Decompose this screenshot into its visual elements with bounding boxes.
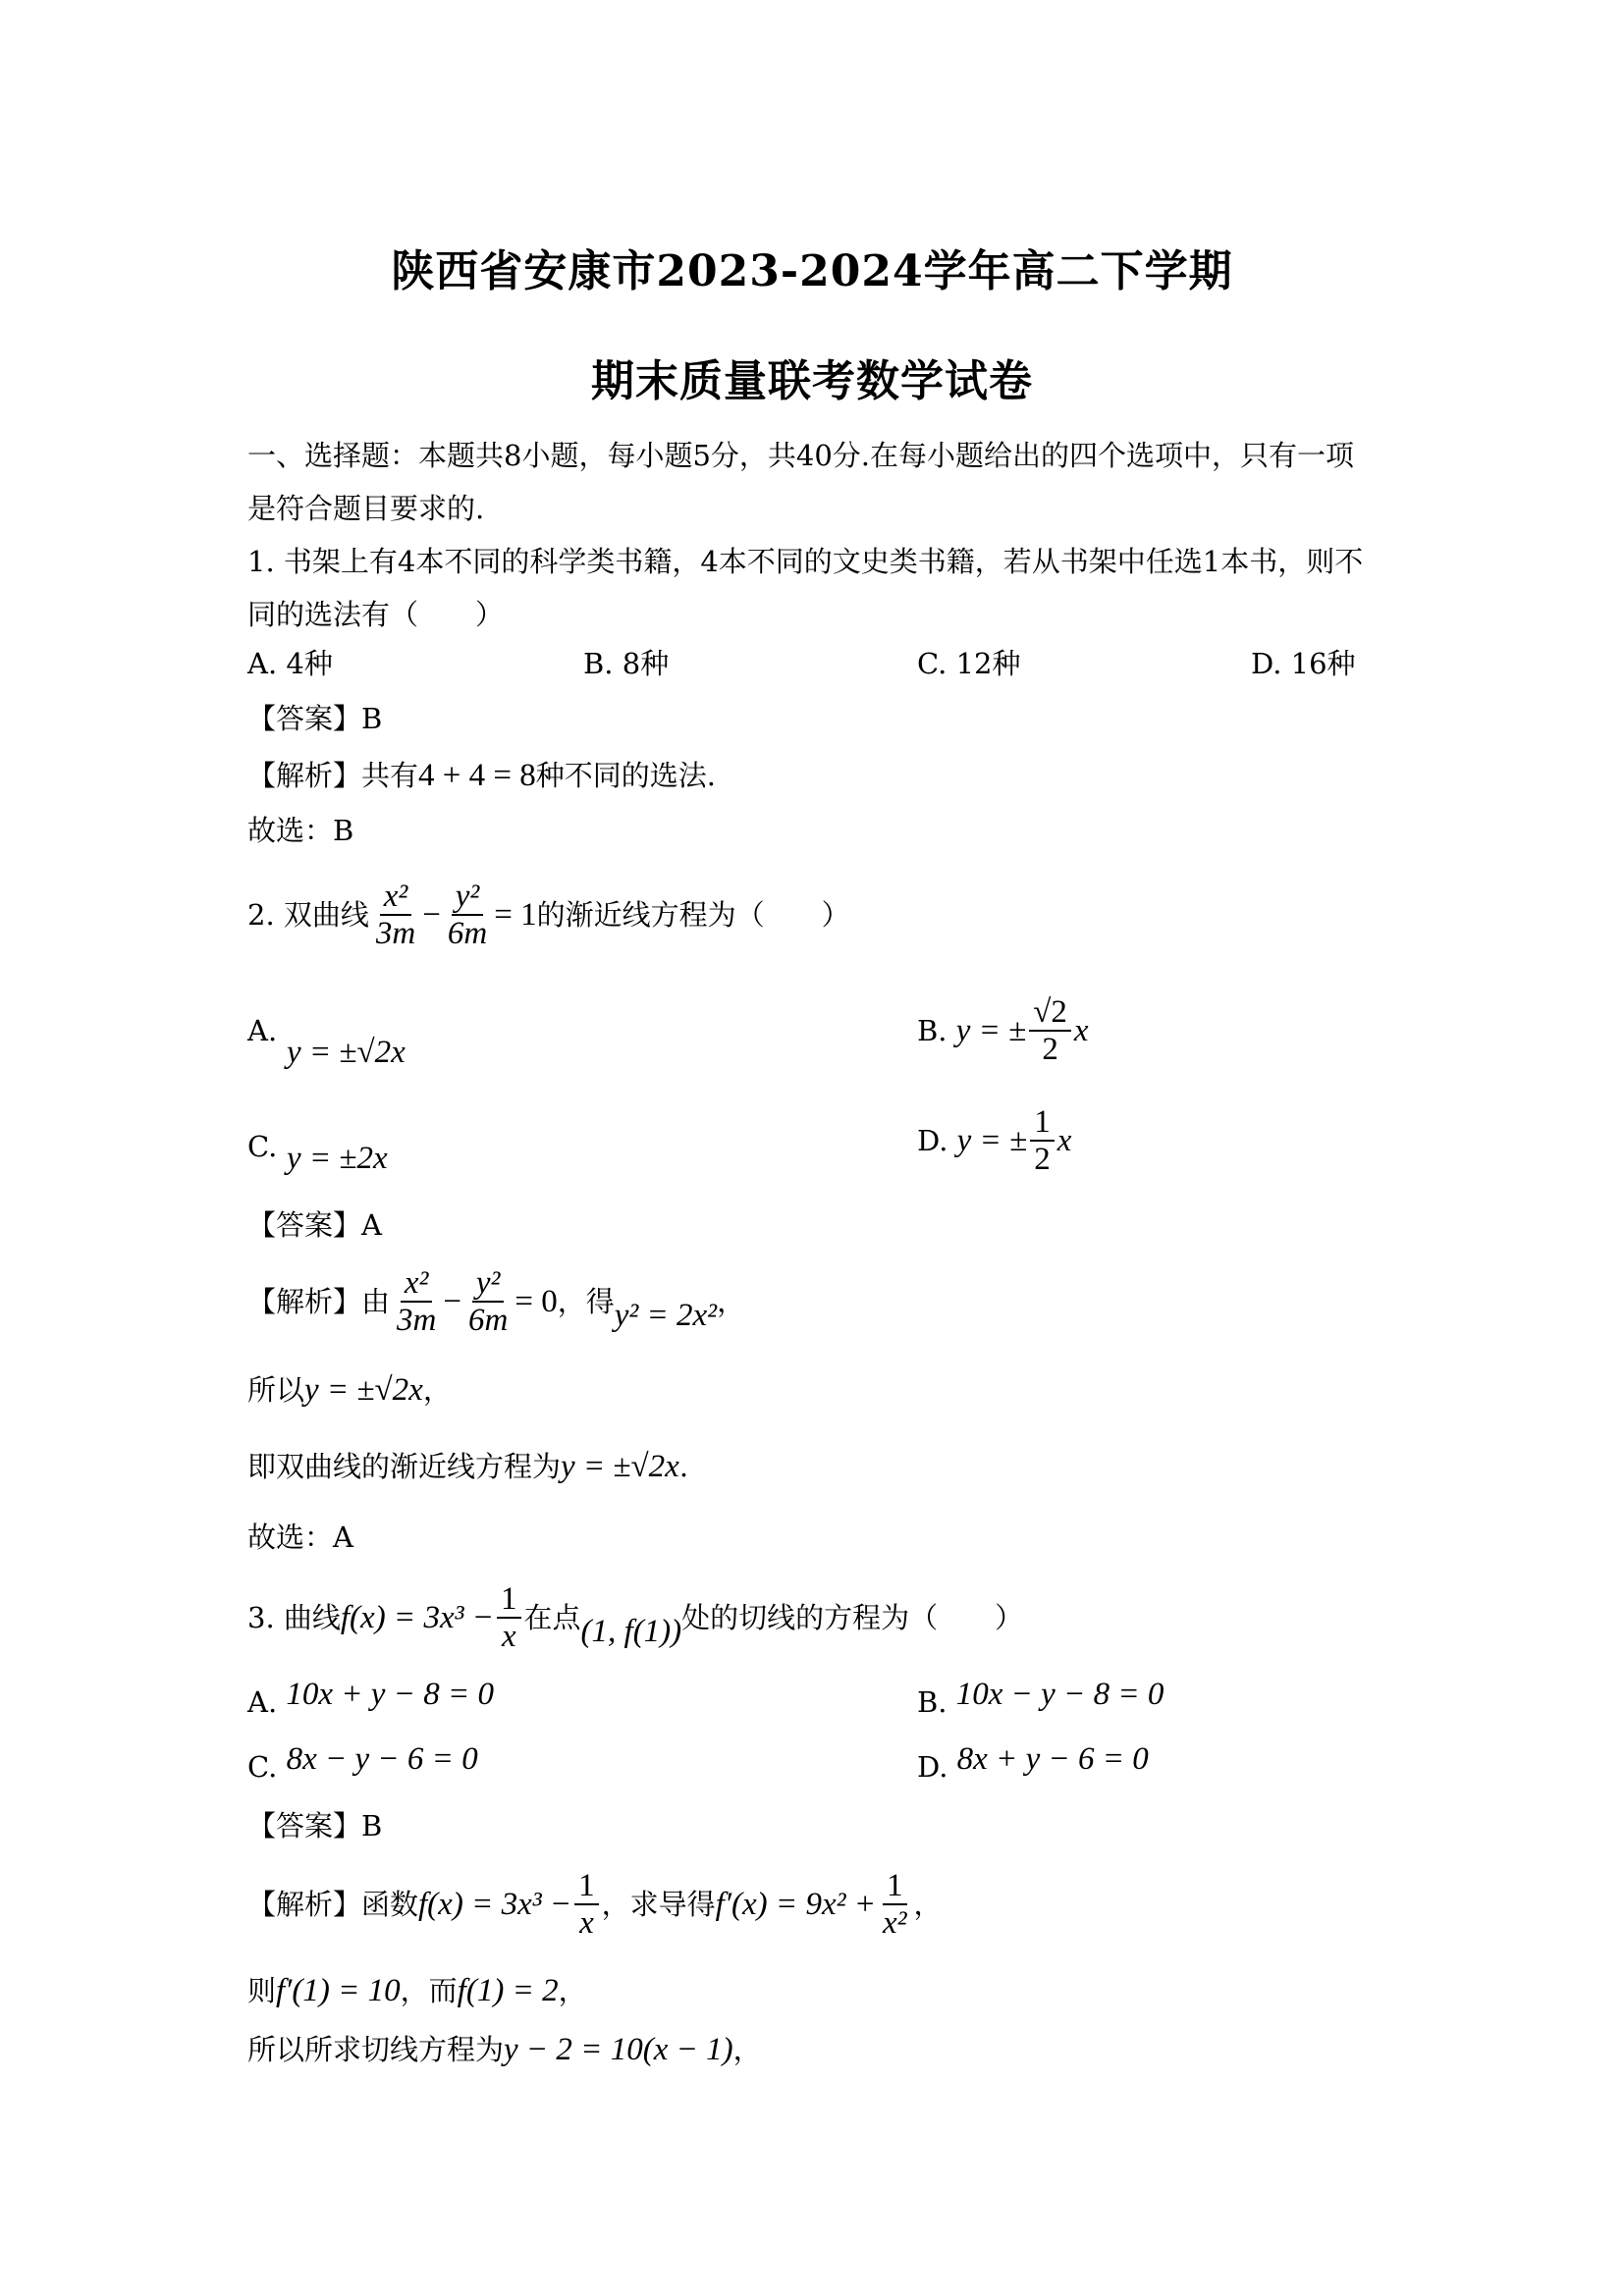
q1-option-c: C. 12种 (917, 647, 1021, 680)
q3-option-b-math: 10x − y − 8 = 0 (955, 1677, 1164, 1712)
q2-line2-prefix: 所以 (247, 1373, 305, 1407)
q3-line2-end: ， (558, 1974, 587, 2007)
q2-line3-prefix: 即双曲线的渐近线方程为 (247, 1450, 562, 1483)
q3-analysis (247, 1865, 943, 1944)
q2-option-a-label: A. (247, 1014, 278, 1047)
q3-analysis-fraction (574, 1868, 599, 1941)
q3-analysis-derivative-fraction (879, 1868, 911, 1941)
q1-stem-continued: 同的选法有（ ） (247, 598, 505, 631)
q3-analysis-fraction-denominator: x (579, 1905, 594, 1941)
q3-analysis-mid: ，求导得 (601, 1888, 716, 1921)
q2-option-a-math: y = ±√2x (287, 1035, 406, 1070)
q2-option-b-post: x (1073, 1013, 1089, 1048)
q2-option-c-label: C. (247, 1130, 278, 1163)
q3-analysis-derivative-denominator: x² (883, 1905, 907, 1941)
q3-option-d (917, 1741, 1149, 1787)
q3-line2-prefix: 则 (247, 1974, 277, 2007)
q3-analysis-end: ， (913, 1888, 943, 1921)
section-intro-continued: 是符合题目要求的. (247, 492, 485, 525)
q3-line3-prefix: 所以所求切线方程为 (247, 2033, 505, 2066)
q2-fraction-y-denominator: 6m (447, 916, 488, 951)
q2-analysis-line-3 (247, 1447, 688, 1486)
q2-answer: 【答案】A (247, 1208, 382, 1242)
q2-fraction-y (444, 879, 491, 951)
q1-conclusion: 故选：B (247, 814, 354, 847)
q3-analysis-derivative: f′(x) = 9x² + (715, 1887, 876, 1922)
q1-option-d: D. 16种 (1251, 647, 1356, 680)
q3-function: f(x) = 3x³ − (340, 1600, 495, 1635)
q1-analysis-suffix: 种不同的选法. (535, 759, 716, 792)
q3-answer: 【答案】B (247, 1809, 383, 1842)
q2-number: 2. 双曲线 (247, 898, 369, 932)
q3-option-a-math: 10x + y − 8 = 0 (286, 1677, 494, 1712)
q2-analysis-line-2 (247, 1370, 452, 1410)
q3-stem (247, 1578, 1023, 1657)
q2-option-c-math: y = ±2x (287, 1141, 388, 1176)
q2-line2-end: ， (422, 1373, 452, 1407)
q2-fraction-y-numerator: y² (452, 879, 484, 916)
q3-option-c-math: 8x − y − 6 = 0 (286, 1741, 478, 1777)
q2-stem-suffix: 的渐近线方程为（ ） (536, 898, 850, 932)
q2-analysis-fraction-x-numerator: x² (401, 1265, 433, 1303)
q2-option-d-post: x (1056, 1123, 1072, 1158)
q2-fraction-x-numerator: x² (380, 879, 412, 916)
q2-option-d-pre: y = ± (956, 1123, 1028, 1158)
q3-stem-mid: 在点 (523, 1601, 581, 1634)
q1-option-b: B. 8种 (583, 647, 670, 680)
q2-analysis-prefix: 【解析】由 (247, 1285, 391, 1318)
title-line-2: 期末质量联考数学试卷 (591, 356, 1033, 406)
q2-option-d-denominator: 2 (1034, 1142, 1051, 1177)
q3-fraction-numerator: 1 (497, 1581, 521, 1619)
q2-option-b-numerator: √2 (1029, 994, 1071, 1032)
q2-option-b-fraction (1029, 994, 1071, 1067)
q2-analysis-fraction-y-denominator: 6m (467, 1303, 509, 1338)
q2-analysis-fraction-y-numerator: y² (472, 1265, 505, 1303)
q3-line2-mid: ，而 (400, 1974, 458, 2007)
q2-analysis-fraction-y (464, 1265, 512, 1338)
q2-analysis (247, 1262, 745, 1341)
q2-line3-end: . (678, 1450, 689, 1483)
q2-line3-math: y = ±√2x (561, 1449, 679, 1484)
q3-analysis-function: f(x) = 3x³ − (418, 1887, 572, 1922)
q2-analysis-end: ， (717, 1285, 746, 1318)
q2-analysis-equals-zero: = 0 (514, 1284, 558, 1319)
q3-fraction-denominator: x (501, 1619, 516, 1654)
q2-line2-math: y = ±√2x (304, 1372, 423, 1408)
section-intro: 一、选择题：本题共8小题，每小题5分，共40分.在每小题给出的四个选项中，只有一项 (247, 439, 1355, 472)
q3-number: 3. 曲线 (247, 1601, 341, 1634)
q2-fraction-x-denominator: 3m (375, 916, 416, 951)
q2-analysis-fraction-x-denominator: 3m (397, 1303, 437, 1338)
q2-option-d-label: D. (917, 1124, 948, 1157)
q2-option-d-numerator: 1 (1030, 1104, 1055, 1142)
title-line-1: 陕西省安康市2023-2024学年高二下学期 (391, 246, 1233, 296)
q3-analysis-prefix: 【解析】函数 (247, 1888, 419, 1921)
q3-line3-end: ， (732, 2033, 762, 2066)
q1-analysis-prefix: 【解析】共有 (247, 759, 419, 792)
q3-option-c (247, 1741, 478, 1787)
q1-analysis-math: 4 + 4 = 8 (418, 758, 536, 793)
q3-option-b (917, 1677, 1164, 1722)
q3-line3-math: y − 2 = 10(x − 1) (504, 2032, 733, 2067)
q2-option-d (917, 1101, 1071, 1180)
q3-point: (1, f(1)) (580, 1614, 682, 1649)
q2-option-b-pre: y = ± (955, 1013, 1027, 1048)
q1-analysis (247, 756, 716, 795)
q3-option-b-label: B. (917, 1685, 947, 1719)
q3-option-c-label: C. (247, 1750, 278, 1784)
q3-stem-suffix: 处的切线的方程为（ ） (681, 1601, 1024, 1634)
q1-stem: 1. 书架上有4本不同的科学类书籍，4本不同的文史类书籍，若从书架中任选1本书，则不 (247, 545, 1364, 578)
q2-conclusion: 故选：A (247, 1521, 353, 1554)
q2-analysis-fraction-x (393, 1265, 440, 1338)
q3-option-d-math: 8x + y − 6 = 0 (956, 1741, 1149, 1777)
q2-minus: − (422, 897, 441, 933)
q3-option-d-label: D. (917, 1750, 948, 1784)
q2-option-d-fraction (1030, 1104, 1055, 1177)
q3-line2-math-1: f′(1) = 10 (276, 1973, 401, 2008)
q3-analysis-line-2 (247, 1971, 587, 2010)
q1-option-a: A. 4种 (247, 647, 333, 680)
q3-option-a (247, 1677, 494, 1722)
q3-analysis-line-3 (247, 2030, 762, 2069)
q2-option-b-denominator: 2 (1042, 1032, 1058, 1067)
q2-analysis-mid: ，得 (557, 1285, 615, 1318)
q2-option-b-label: B. (917, 1014, 947, 1047)
q2-stem (247, 876, 850, 954)
q3-line2-math-2: f(1) = 2 (457, 1973, 559, 2008)
q3-option-a-label: A. (247, 1685, 278, 1719)
q3-analysis-derivative-numerator: 1 (883, 1868, 907, 1905)
q2-equals-one: = 1 (494, 897, 537, 933)
q2-analysis-math: y² = 2x² (614, 1298, 718, 1333)
q1-answer: 【答案】B (247, 702, 383, 735)
q3-fraction (497, 1581, 521, 1654)
q2-fraction-x (372, 879, 419, 951)
q2-analysis-minus: − (443, 1284, 461, 1319)
q2-option-b (917, 991, 1089, 1070)
q3-analysis-fraction-numerator: 1 (574, 1868, 599, 1905)
